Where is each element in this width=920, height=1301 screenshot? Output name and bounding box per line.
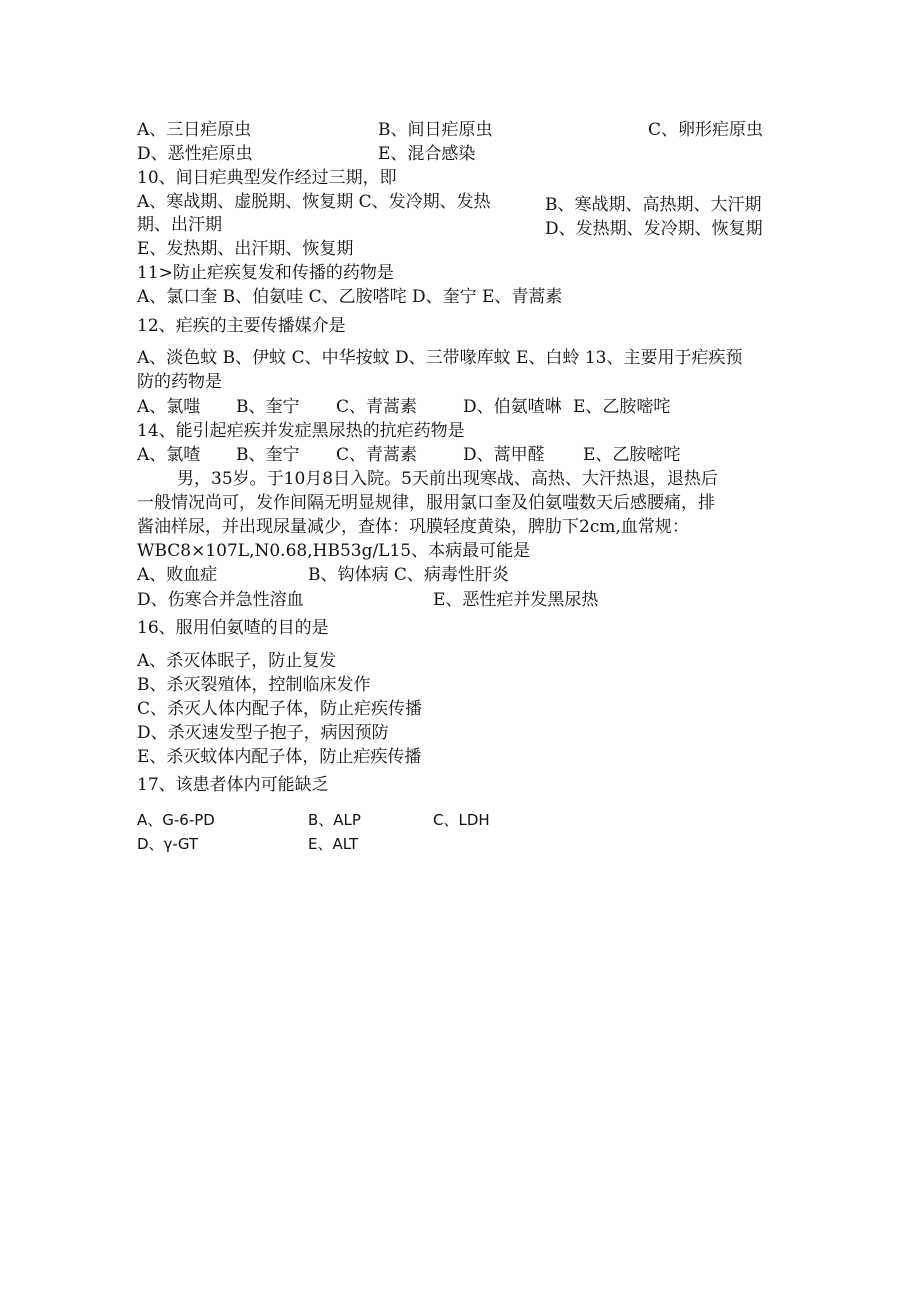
q9-option-a: A、三日疟原虫 <box>137 120 252 140</box>
q13-option-a: A、氯嗤 <box>137 397 201 417</box>
q15-option-e: E、恶性疟并发黑尿热 <box>433 590 599 610</box>
q11-options: A、氯口奎 B、伯氨哇 C、乙胺嗒咤 D、奎宁 E、青蒿素 <box>137 287 563 307</box>
q13-stem-cont: 防的药物是 <box>137 372 222 392</box>
q16-option-b: B、杀灭裂殖体，控制临床发作 <box>137 675 371 695</box>
q10-option-d: D、发热期、发冷期、恢复期 <box>545 219 763 239</box>
q17-option-c: C、LDH <box>433 811 490 829</box>
q16-option-c: C、杀灭人体内配子体，防止疟疾传播 <box>137 699 423 719</box>
case-line-1: 男，35岁。于10月8日入院。5天前出现寒战、高热、大汗热退，退热后 <box>177 469 718 489</box>
q9-option-d: D、恶性疟原虫 <box>137 144 253 164</box>
q13-option-c: C、青蒿素 <box>336 397 418 417</box>
q13-option-e: E、乙胺嘧咤 <box>573 397 671 417</box>
q16-stem: 16、服用伯氨喳的目的是 <box>137 618 329 638</box>
q16-option-a: A、杀灭体眠子，防止复发 <box>137 651 337 671</box>
q14-stem: 14、能引起疟疾并发症黑尿热的抗疟药物是 <box>137 421 465 441</box>
case-line-3: 酱油样尿，并出现尿量减少，查体：巩膜轻度黄染，脾肋下2cm,血常规： <box>137 517 689 537</box>
q10-options-a-c: A、寒战期、虚脱期、恢复期 C、发冷期、发热 <box>137 192 491 212</box>
q9-option-b: B、间日疟原虫 <box>378 120 493 140</box>
q14-option-e: E、乙胺嘧咤 <box>583 445 681 465</box>
q10-stem: 10、间日疟典型发作经过三期，即 <box>137 168 397 188</box>
q15-option-d: D、伤寒合并急性溶血 <box>137 590 304 610</box>
q12-options: A、淡色蚊 B、伊蚊 C、中华按蚊 D、三带喙库蚊 E、白蛉 13、主要用于疟疾预 <box>137 348 743 368</box>
q14-option-a: A、氯喳 <box>137 445 201 465</box>
q15-option-a: A、败血症 <box>137 565 218 585</box>
case-line-2: 一般情况尚可，发作间隔无明显规律，服用氯口奎及伯氨嗤数天后感腰痛，排 <box>137 493 715 513</box>
q17-option-a: A、G-6-PD <box>137 811 215 829</box>
q10-option-e: E、发热期、出汗期、恢复期 <box>137 239 354 259</box>
q17-option-e: E、ALT <box>308 835 359 853</box>
q17-option-d: D、γ-GT <box>137 835 199 853</box>
q13-option-d: D、伯氨喳啉 <box>463 397 562 417</box>
q10-option-b: B、寒战期、高热期、大汗期 <box>545 195 762 215</box>
q14-option-c: C、青蒿素 <box>336 445 418 465</box>
q10-options-c-cont: 期、出汗期 <box>137 215 222 235</box>
q15-option-b-c: B、钩体病 C、病毒性肝炎 <box>308 565 509 585</box>
q11-stem: 11>防止疟疾复发和传播的药物是 <box>137 263 394 283</box>
q9-option-e: E、混合感染 <box>378 144 476 164</box>
q16-option-e: E、杀灭蚊体内配子体，防止疟疾传播 <box>137 747 422 767</box>
q14-option-b: B、奎宁 <box>236 445 300 465</box>
q14-option-d: D、蒿甲醛 <box>463 445 545 465</box>
q16-option-d: D、杀灭速发型子抱子，病因预防 <box>137 723 389 743</box>
q13-option-b: B、奎宁 <box>236 397 300 417</box>
case-line-4: WBC8×107L,N0.68,HB53g∕L15、本病最可能是 <box>137 541 531 561</box>
q17-stem: 17、该患者体内可能缺乏 <box>137 775 329 795</box>
q12-stem: 12、疟疾的主要传播媒介是 <box>137 316 346 336</box>
q17-option-b: B、ALP <box>308 811 361 829</box>
q9-option-c: C、卵形疟原虫 <box>648 120 764 140</box>
